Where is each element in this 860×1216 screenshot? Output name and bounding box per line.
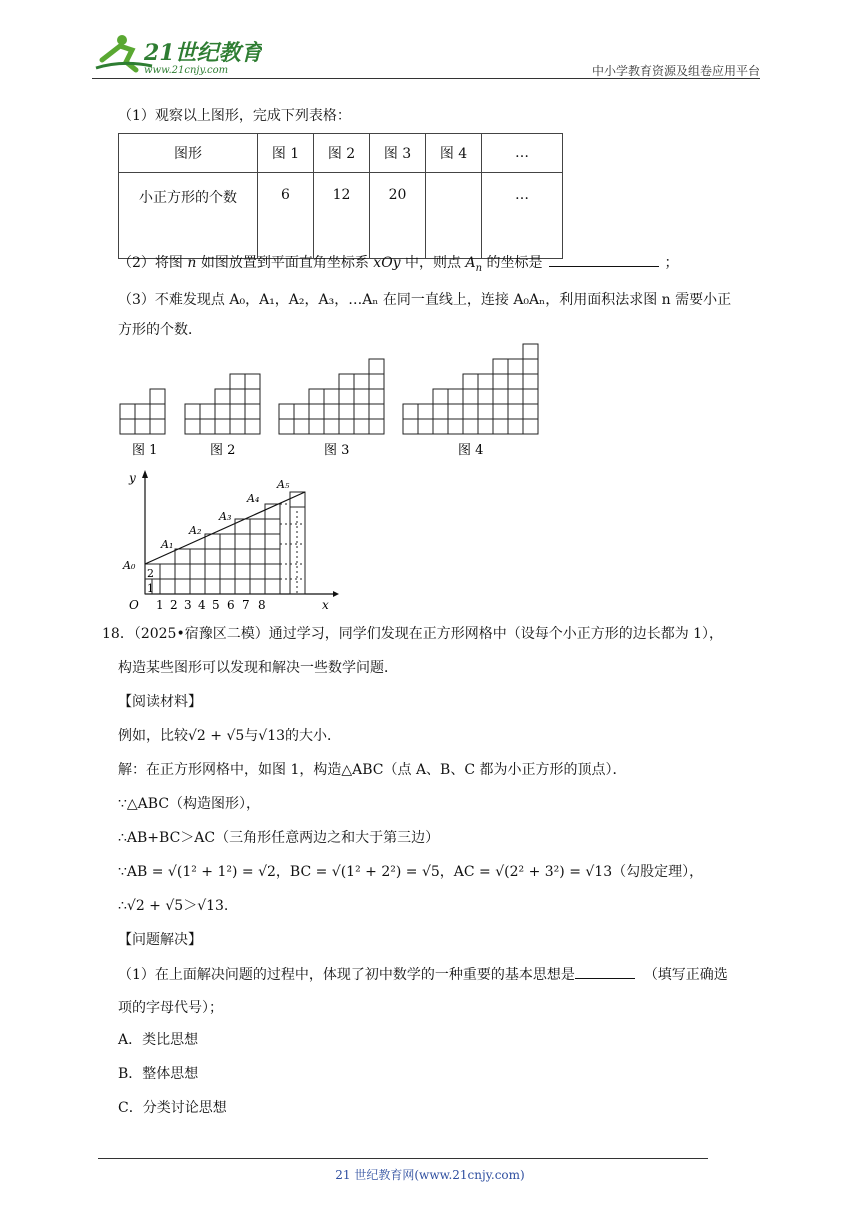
q17-part3-line2: 方形的个数． [118,322,202,338]
x-tick-label: 3 [184,598,192,612]
answer-blank[interactable] [549,252,659,267]
origin-label: O [129,598,139,612]
q18-p1-line1 [118,964,728,985]
table-header-cell: 图 4 [426,134,482,173]
step-figures [112,340,552,465]
x-tick-label: 1 [156,598,164,612]
table-row-label: 小正方形的个数 [119,173,258,259]
x-tick-label: 6 [227,598,235,612]
q18-p1-text: （1）在上面解决问题的过程中，体现了初中数学的一种重要的基本思想是 [118,967,575,983]
x-axis-arrow-icon [333,591,339,597]
table-header-cell: 图 1 [258,134,314,173]
q18-therefore1: ∴AB+BC＞AC（三角形任意两边之和大于第三边） [118,830,440,846]
option-c: C．分类讨论思想 [118,1100,227,1116]
q17-part2 [118,252,679,279]
answer-blank[interactable] [575,964,635,979]
header-divider [92,78,760,79]
coordinate-figure [115,466,340,614]
figure-3 [279,359,384,434]
table-header-cell: 图 3 [370,134,426,173]
logo-brand-text: 21世纪教育 [144,40,262,66]
q17-part2-text: ； [664,255,679,271]
q17-part2-text: 的坐标是 [482,255,543,271]
q18-line1: 18．（2025•宿豫区二模）通过学习，同学们发现在正方形网格中（设每个小正方形的边长都为 1）， [102,626,724,642]
q17-part2-text: 中，则点 [400,255,466,271]
point-a4-label: A₄ [247,492,260,505]
point-a5-label: A₅ [277,478,290,491]
figure-4 [403,344,538,434]
option-b: B．整体思想 [118,1066,199,1082]
y-axis-arrow-icon [142,470,148,478]
y-tick-label: 1 [147,582,154,595]
figure-3-label: 图 3 [324,443,350,458]
x-tick-label: 2 [170,598,178,612]
y-tick-label: 2 [147,567,154,580]
q18-p1-line2: 项的字母代号）； [118,1000,223,1016]
figure-2-label: 图 2 [210,443,236,458]
q18-because1: ∵△ABC（构造图形）， [118,796,261,812]
table-cell: 20 [370,173,426,259]
q17-part2-text: 如图放置到平面直角坐标系 [196,255,374,271]
q17-part2-text: （2）将图 [118,255,188,271]
figure-2 [185,374,260,434]
count-table [118,133,563,259]
x-tick-label: 4 [198,598,206,612]
q17-part3-line1: （3）不难发现点 A₀，A₁，A₂，A₃，…Aₙ 在同一直线上，连接 A₀Aₙ，利用面积法求图 n 需要小正 [118,292,732,308]
section-reading-heading: 【阅读材料】 [118,694,202,710]
var-n: n [187,255,197,271]
table-cell: 6 [258,173,314,259]
q18-therefore2: ∴√2 + √5＞√13. [118,898,229,914]
table-header-cell: 图形 [119,134,258,173]
x-tick-label: 8 [258,598,266,612]
x-tick-label: 5 [212,598,220,612]
var-an-sub: n [475,262,483,274]
site-logo [92,30,262,76]
q18-solution: 解：在正方形网格中，如图 1，构造△ABC（点 A、B、C 都为小正方形的顶点）． [118,762,627,778]
point-a0-label: A₀ [123,559,136,572]
figure-1 [120,389,165,434]
q18-p1-text: （填写正确选 [643,967,728,983]
table-cell-blank[interactable] [426,173,482,259]
q18-because2: ∵AB = √(1² + 1²) = √2，BC = √(1² + 2²) = √5，AC = √(2² + 3²) = √13（勾股定理）， [118,864,704,880]
var-an: A [465,255,476,271]
point-a2-label: A₂ [189,524,202,537]
x-tick-label: 7 [242,598,250,612]
var-xoy: xOy [373,255,401,271]
q17-part1: （1）观察以上图形，完成下列表格： [118,108,351,124]
header-tagline: 中小学教育资源及组卷应用平台 [591,64,760,78]
logo-url-text: www.21cnjy.com [144,65,229,76]
q18-line2: 构造某些图形可以发现和解决一些数学问题． [118,660,398,676]
footer-text: 21 世纪教育网(www.21cnjy.com) [335,1168,525,1182]
option-a: A．类比思想 [118,1032,199,1048]
table-header-cell: … [482,134,563,173]
table-cell: … [482,173,563,259]
figure-4-label: 图 4 [458,443,484,458]
point-a3-label: A₃ [219,510,232,523]
x-axis-label: x [322,598,329,612]
y-axis-label: y [129,471,136,485]
line-a0-an [145,492,305,564]
point-a1-label: A₁ [161,538,174,551]
figure-1-label: 图 1 [132,443,158,458]
q18-example: 例如，比较√2 + √5与√13的大小． [118,728,342,744]
table-cell: 12 [314,173,370,259]
footer-divider [98,1158,708,1159]
section-solve-heading: 【问题解决】 [118,932,202,948]
table-header-cell: 图 2 [314,134,370,173]
